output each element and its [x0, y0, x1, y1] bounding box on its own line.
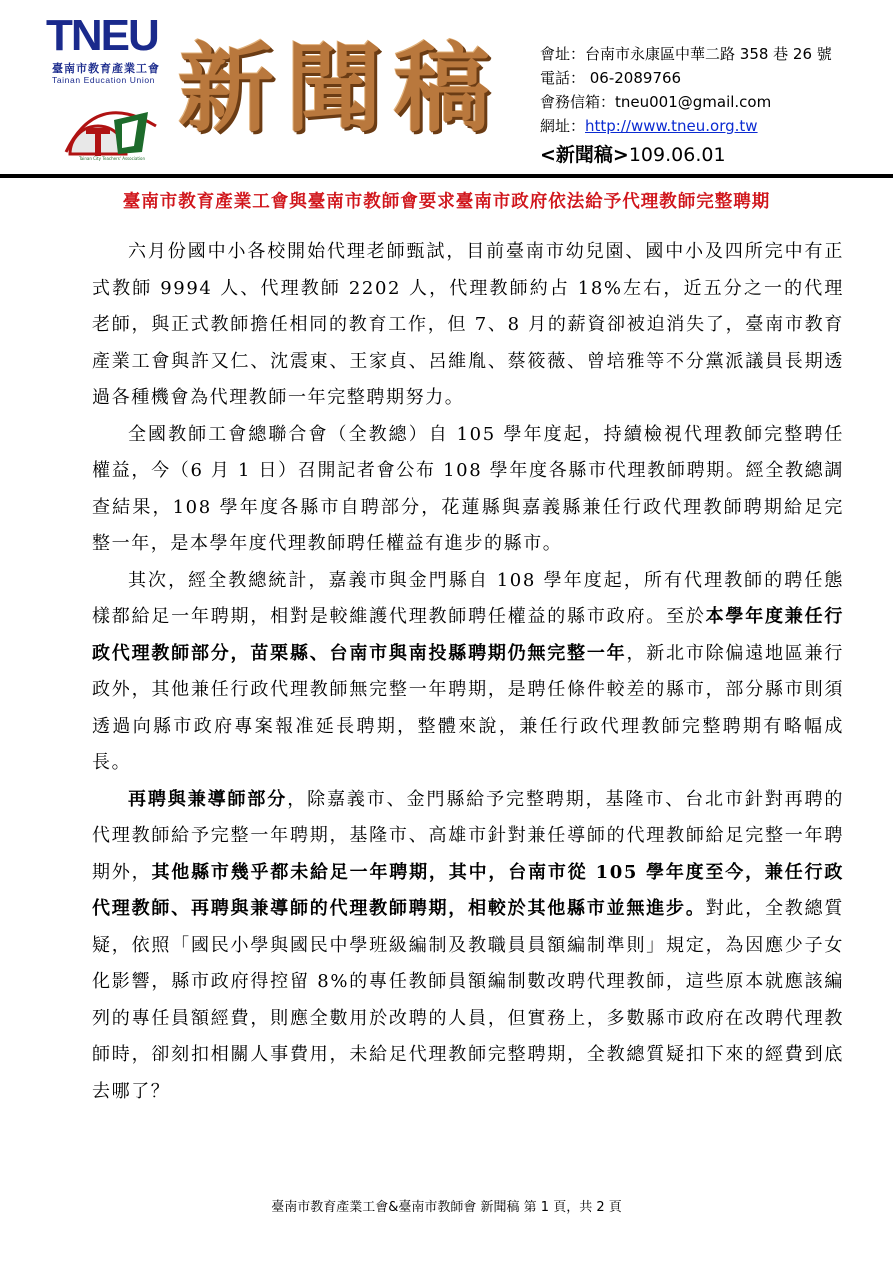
article-body	[92, 234, 844, 1110]
union-name-chinese: 臺南市教育產業工會	[52, 62, 160, 75]
address: 會址：台南市永康區中華二路 358 巷 26 號	[540, 45, 832, 63]
paragraph-4-emphasis-2: 其他縣市幾乎都未給足一年聘期，其中，台南市從 105 學年度至今，兼任行政代理教師、再聘與兼導師的代理教師聘期，相較於其他縣市並無進步。	[92, 861, 844, 919]
phone: 電話： 06-2089766	[540, 69, 682, 87]
header-divider	[0, 174, 893, 178]
paragraph-2: 全國教師工會總聯合會（全教總）自 105 學年度起，持續檢視代理教師完整聘任權益，今（6 月 1 日）召開記者會公布 108 學年度各縣市代理教師聘期。經全教總調查結果，108 學年度各縣市自聘部分，花蓮縣與嘉義縣兼任行政代理教師聘期給足完整一年，是本學年度代理教師聘任權益有進步的縣市。	[92, 423, 844, 554]
issue-line	[540, 142, 890, 168]
paragraph-1: 六月份國中小各校開始代理老師甄試，目前臺南市幼兒園、國中小及四所完中有正式教師 9994 人、代理教師 2202 人，代理教師約占 18%左右，近五分之一的代理老師，與正式教師擔任相同的教育工作，但 7、8 月的薪資卻被迫消失了，臺南市教育產業工會與許又仁、沈震東、王家貞、呂維胤、蔡筱薇、曾培雅等不分黨派議員長期透過各種機會為代理教師一年完整聘期努力。	[92, 241, 844, 408]
contact-info	[540, 42, 890, 168]
paragraph-3-text-b: ，新北市除偏遠地區兼行政外，其他兼任行政代理教師無完整一年聘期，是聘任條件較差的縣市，部分縣市則須透過向縣市政府專案報准延長聘期，整體來說，兼任行政代理教師完整聘期有略幅成長。	[92, 642, 844, 773]
headline: 臺南市教育產業工會與臺南市教師會要求臺南市政府依法給予代理教師完整聘期	[122, 192, 771, 212]
svg-text:Tainan City Teachers' Associat: Tainan City Teachers' Association	[79, 156, 145, 161]
page-footer: 臺南市教育產業工會&臺南市教師會 新聞稿 第 1 頁，共 2 頁	[271, 1200, 622, 1215]
paragraph-3-text-a: 其次，經全教總統計，嘉義市與金門縣自 108 學年度起，所有代理教師的聘任態樣都給足一年聘期，相對是較維護代理教師聘任權益的縣市政府。至於	[92, 569, 844, 627]
issue-date: 109.06.01	[628, 144, 726, 166]
letterhead	[0, 0, 893, 176]
email: 會務信箱：tneu001@gmail.com	[540, 93, 772, 111]
paragraph-4-emphasis-1: 再聘與兼導師部分	[128, 788, 288, 810]
website-label: 網址：	[540, 117, 586, 135]
issue-label: <新聞稿>	[540, 144, 629, 166]
paragraph-3	[92, 563, 844, 782]
paragraph-4-text-a: ，除嘉義市、金門縣給予完整聘期，基隆市、台北市針對再聘的代理教師給予完整一年聘期，基隆市、高雄市針對兼任導師的代理教師給足完整一年聘期外，	[92, 788, 844, 883]
paragraph-4	[92, 782, 844, 1111]
press-release-title: 新聞稿	[178, 32, 502, 145]
paragraph-3-emphasis: 本學年度兼任行政代理教師部分，苗栗縣、台南市與南投縣聘期仍無完整一年	[92, 606, 844, 664]
teachers-association-seal-icon	[56, 90, 166, 170]
website	[540, 114, 890, 138]
website-link[interactable]: http://www.tneu.org.tw	[585, 117, 758, 135]
paragraph-4-text-b: 對此，全教總質疑，依照「國民小學與國民中學班級編制及教職員員額編制準則」規定，為因應少子女化影響，縣市政府得控留 8%的專任教師員額編制數改聘代理教師，這些原本就應該編列的專任員額經費，則應全數用於改聘的人員，但實務上，多數縣市政府在改聘代理教師時，卻刻扣相關人事費用，未給足代理教師完整聘期，全教總質疑扣下來的經費到底去哪了？	[92, 898, 844, 1102]
tneu-logo-text: TNEU	[46, 11, 158, 60]
union-logo	[46, 11, 176, 164]
union-name-english: Tainan Education Union	[52, 75, 155, 85]
